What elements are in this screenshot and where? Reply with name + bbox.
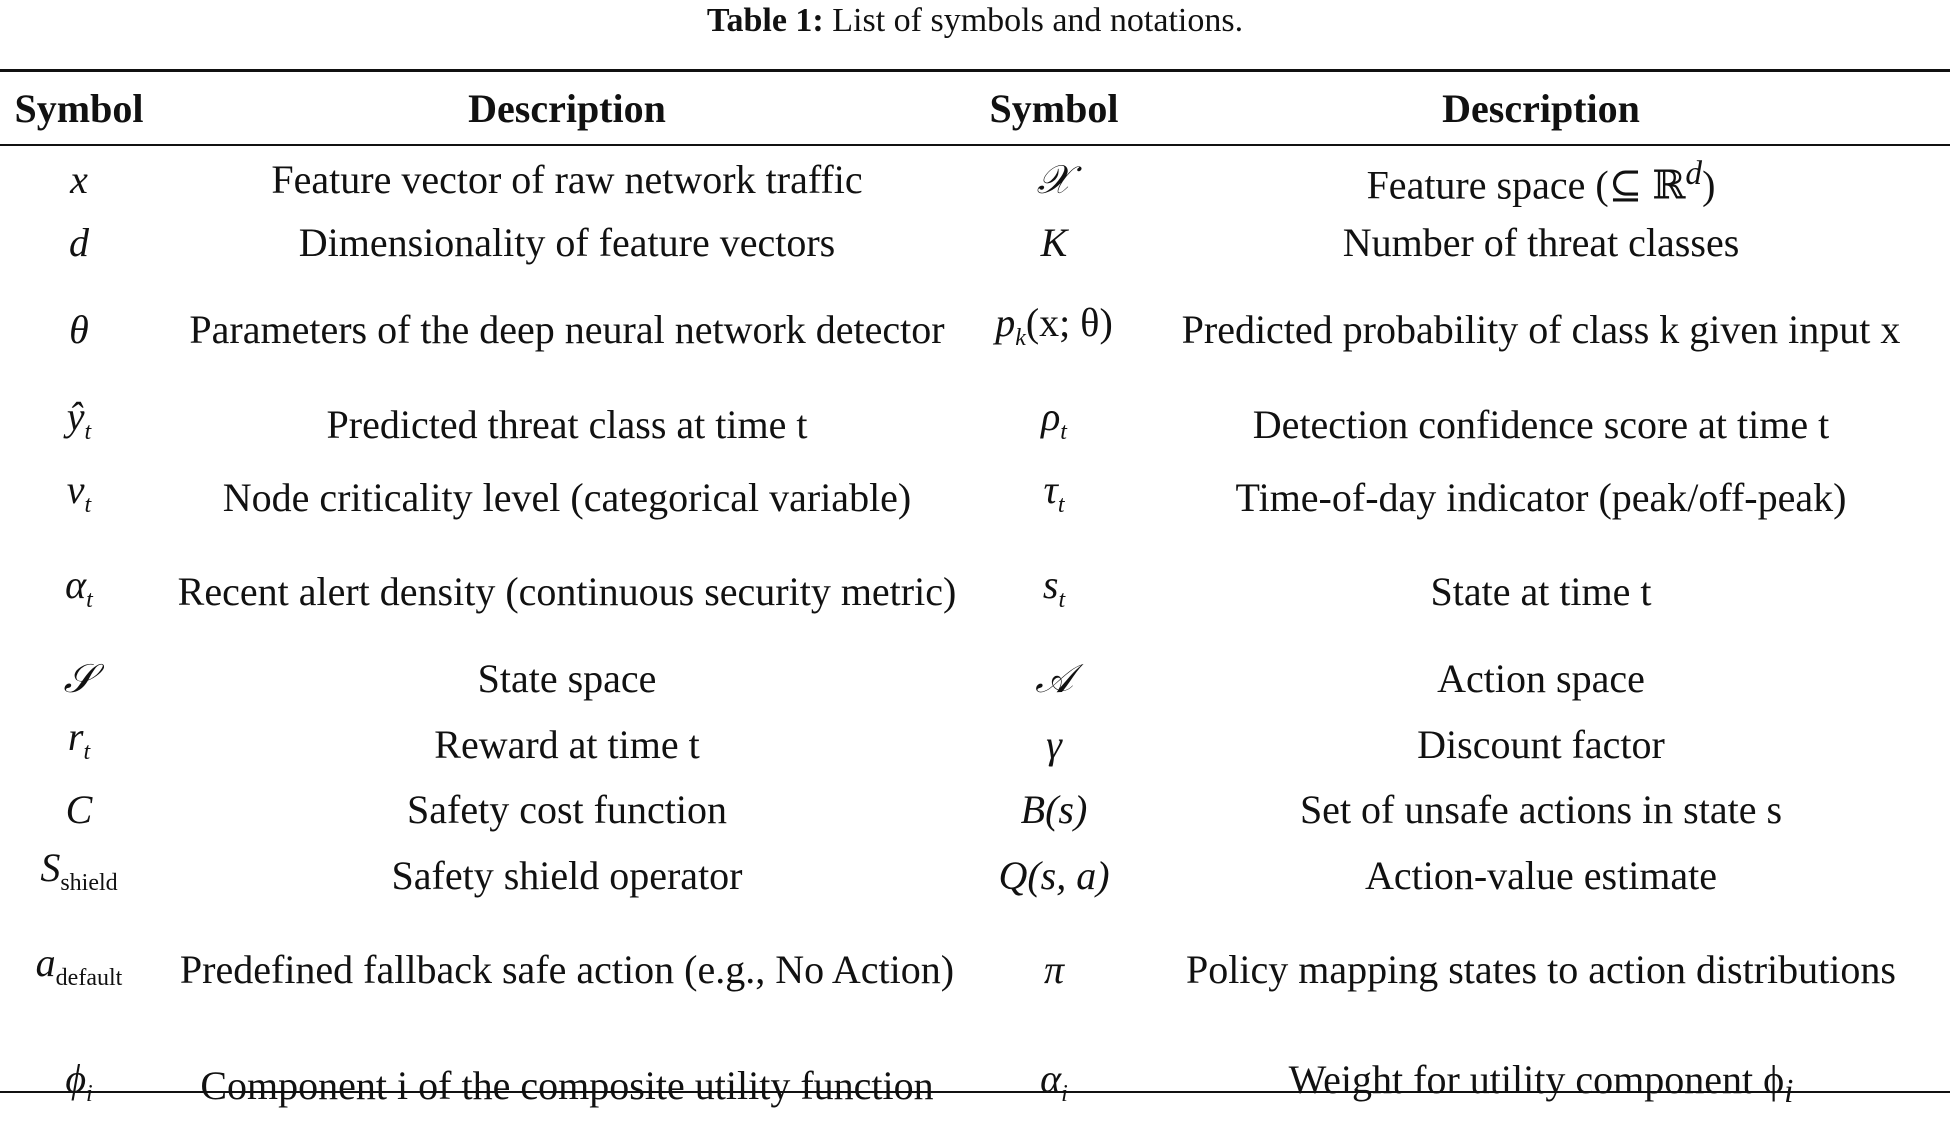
table-row — [0, 534, 1950, 650]
symbol-cell: $s_t$ — [1042, 561, 1066, 613]
description-cell: Safety shield operator — [391, 852, 743, 898]
description-cell: Discount factor — [1417, 721, 1665, 767]
description-cell: Set of unsafe actions in state s — [1299, 787, 1783, 833]
symbol-cell: π — [1043, 947, 1065, 993]
description-cell: Action-value estimate — [1364, 852, 1718, 898]
description-cell: Safety cost function — [407, 787, 727, 833]
symbol-cell: Q(s, a) — [998, 852, 1110, 898]
description-cell: Feature vector of raw network traffic — [271, 156, 863, 202]
symbol-cell: B(s) — [1020, 787, 1088, 833]
description-cell: Predefined fallback safe action (e.g., No Action) — [179, 947, 955, 993]
table-caption — [0, 0, 1950, 42]
description-cell: Number of threat classes — [1342, 220, 1740, 266]
description-cell: Time-of-day indicator (peak/off-peak) — [1235, 474, 1847, 520]
symbol-cell: $a_{default}$ — [35, 939, 123, 991]
symbol-cell: γ — [1046, 721, 1062, 767]
symbol-cell: 𝒮 — [63, 656, 95, 702]
table-header-row — [0, 72, 1950, 145]
symbols-table — [0, 72, 1950, 1144]
table-row — [0, 650, 1950, 708]
table-caption-text: List of symbols and notations. — [823, 2, 1244, 39]
table-row — [0, 145, 1950, 214]
description-cell: State space — [477, 656, 657, 702]
description-cell: Recent alert density (continuous security metric) — [177, 569, 957, 615]
symbol-cell: 𝒳 — [1036, 156, 1072, 202]
table-row — [0, 461, 1950, 534]
description-cell: Dimensionality of feature vectors — [298, 220, 836, 266]
symbol-cell: $\tau_t$ — [1043, 467, 1065, 519]
description-cell: Node criticality level (categorical variable) — [222, 474, 912, 520]
header-description-1: Description — [468, 86, 666, 131]
symbol-cell: $S_{shield}$ — [40, 845, 118, 897]
table-row — [0, 912, 1950, 1028]
symbol-cell: $\nu_t$ — [66, 467, 92, 519]
symbol-cell: $\rho_t$ — [1041, 394, 1067, 446]
symbol-cell: $\phi_i$ — [65, 1055, 93, 1107]
description-cell: Reward at time t — [434, 721, 700, 767]
table-row — [0, 272, 1950, 388]
table-row — [0, 1028, 1950, 1144]
symbol-cell: 𝒜 — [1035, 656, 1073, 702]
description-cell: Feature space (⊆ ℝ$^d$) — [1366, 155, 1716, 208]
symbol-cell: $ŷ_t$ — [66, 394, 92, 446]
header-description-2: Description — [1442, 86, 1640, 131]
symbol-cell: $\alpha_i$ — [1040, 1055, 1068, 1107]
description-cell: Weight for utility component $\phi_i$ — [1288, 1057, 1794, 1111]
table-row — [0, 781, 1950, 839]
header-symbol-1: Symbol — [14, 86, 144, 131]
description-cell: Action space — [1437, 656, 1645, 702]
header-symbol-2: Symbol — [989, 86, 1119, 131]
description-cell: Predicted threat class at time t — [326, 401, 808, 447]
table-row — [0, 708, 1950, 781]
description-cell: Component i of the composite utility function — [200, 1063, 934, 1109]
symbol-cell: $r_t$ — [67, 714, 91, 766]
table-row — [0, 214, 1950, 272]
description-cell: Predicted probability of class k given input x — [1181, 307, 1901, 353]
description-cell: State at time t — [1430, 569, 1652, 615]
table-row — [0, 839, 1950, 912]
symbol-cell: θ — [69, 307, 89, 353]
description-cell: Detection confidence score at time t — [1252, 401, 1830, 447]
description-cell: Parameters of the deep neural network detector — [189, 307, 945, 353]
symbol-cell: $\alpha_t$ — [65, 561, 93, 613]
symbol-cell: d — [69, 220, 89, 266]
symbol-cell: $p_k(x$; θ) — [995, 299, 1113, 351]
symbol-cell: x — [70, 156, 88, 202]
symbol-cell: K — [1040, 220, 1068, 266]
table-caption-label: Table 1: — [706, 2, 824, 39]
symbol-cell: C — [65, 787, 93, 833]
table-row — [0, 388, 1950, 461]
description-cell: Policy mapping states to action distributions — [1186, 947, 1896, 993]
